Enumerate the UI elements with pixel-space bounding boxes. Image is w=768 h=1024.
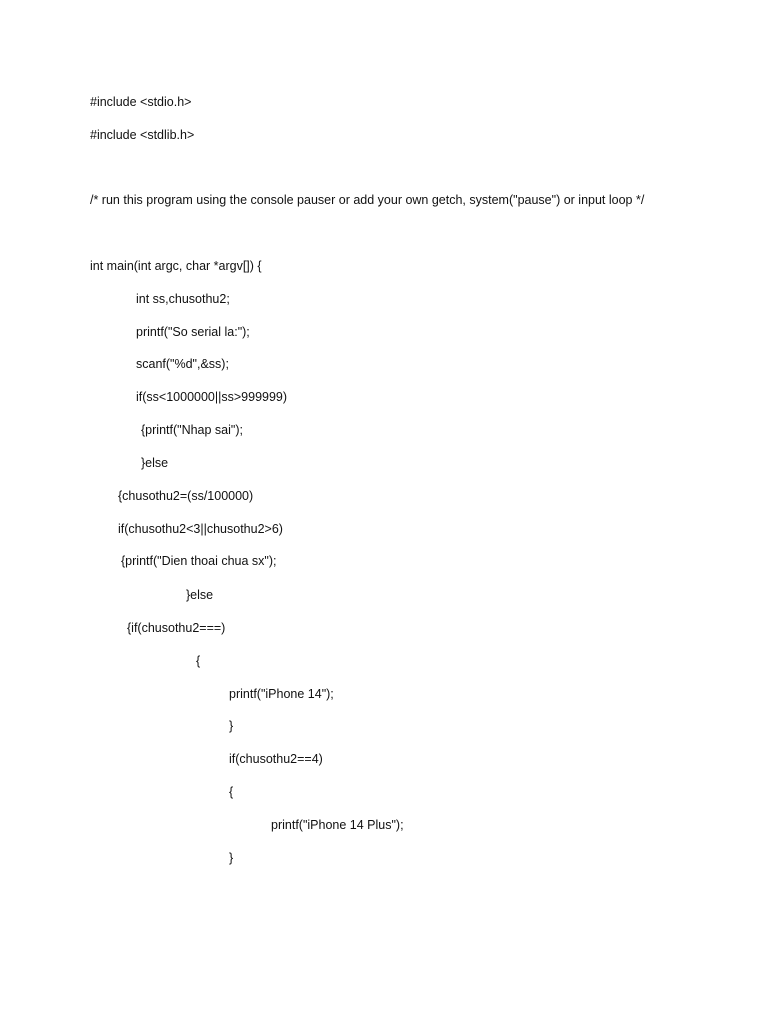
code-line: printf("iPhone 14 Plus"); bbox=[271, 818, 404, 832]
code-line: if(chusothu2==4) bbox=[229, 752, 323, 766]
code-line: if(ss<1000000||ss>999999) bbox=[136, 390, 288, 404]
code-line: #include <stdlib.h> bbox=[90, 128, 195, 142]
code-line: } bbox=[229, 719, 234, 733]
code-line: int main(int argc, char *argv[]) { bbox=[90, 259, 262, 273]
code-comment-line: /* run this program using the console pauser or add your own getch, system("pause") or input loop */ bbox=[90, 193, 645, 207]
code-line: }else bbox=[141, 456, 169, 470]
code-line: int ss,chusothu2; bbox=[136, 292, 230, 306]
code-line: }else bbox=[186, 588, 214, 602]
code-line: {printf("Dien thoai chua sx"); bbox=[121, 554, 277, 568]
code-line: printf("iPhone 14"); bbox=[229, 687, 334, 701]
code-line: printf("So serial la:"); bbox=[136, 325, 250, 339]
code-line: if(chusothu2<3||chusothu2>6) bbox=[118, 522, 283, 536]
code-line: { bbox=[196, 654, 201, 668]
code-line: } bbox=[229, 851, 234, 865]
code-line: { bbox=[229, 785, 234, 799]
code-line: {if(chusothu2===) bbox=[127, 621, 226, 635]
code-line: scanf("%d",&ss); bbox=[136, 357, 229, 371]
code-line: #include <stdio.h> bbox=[90, 95, 192, 109]
code-line: {printf("Nhap sai"); bbox=[141, 423, 243, 437]
code-line: {chusothu2=(ss/100000) bbox=[118, 489, 254, 503]
